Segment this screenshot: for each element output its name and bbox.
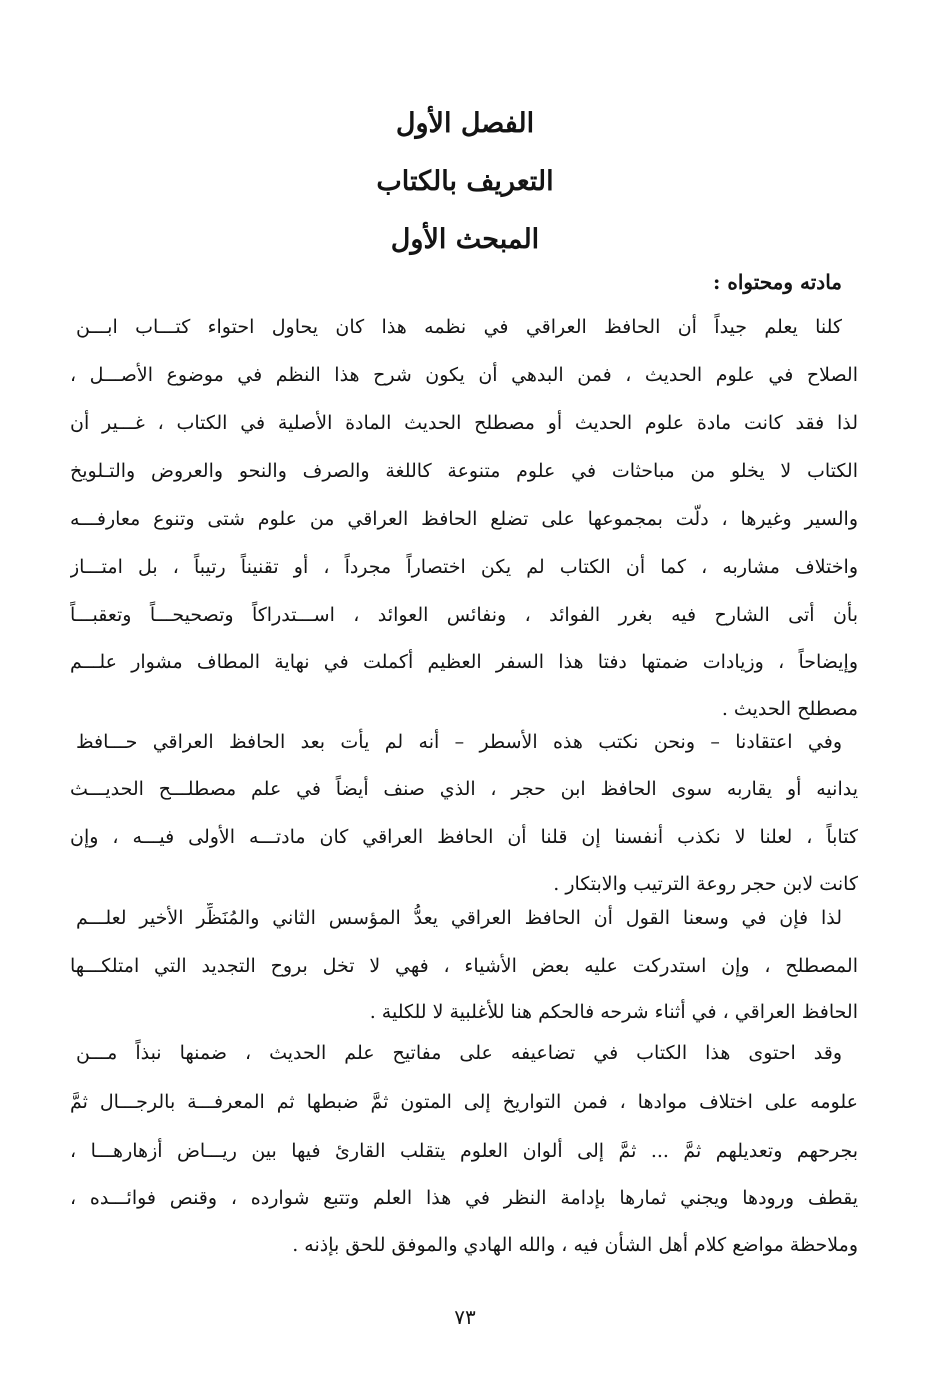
text-line: بجرحهم وتعديلهم ثمَّ ... ثمَّ إلى ألوان العلوم يتقلب القارئ فيها بين ريـــاض أزهارهـــا ، — [70, 1140, 858, 1162]
text-line: الحافظ العراقي ، في أثناء شرحه فالحكم هنا للأغلبية لا للكلية . — [369, 1001, 858, 1023]
text-line: وملاحظة مواضع كلام أهل الشأن فيه ، والله الهادي والموفق للحق بإذنه . — [292, 1234, 858, 1256]
text-line: مصطلح الحديث . — [721, 698, 858, 720]
text-line: كتاباً ، لعلنا لا نكذب أنفسنا إن قلنا أن الحافظ العراقي كان مادتـــه الأولى فيـــه ، وإن — [70, 826, 858, 848]
text-line: المصطلح ، وإن استدركت عليه بعض الأشياء ، فهي لا تخل بروح التجديد التي امتلكـــها — [70, 955, 858, 977]
text-line: وإيضاحاً ، وزيادات ضمتها دفتا هذا السفر العظيم أكملت في نهاية المطاف مشوار علـــم — [70, 651, 858, 673]
text-line: وقد احتوى هذا الكتاب في تضاعيفه على مفاتيح علم الحديث ، ضمنها نبذاً مـــن — [76, 1042, 842, 1064]
text-line: كانت لابن حجر روعة الترتيب والابتكار . — [553, 873, 858, 895]
text-line: وفي اعتقادنا – ونحن نكتب هذه الأسطر – أنه لم يأت بعد الحافظ العراقي حـــافظ — [76, 731, 842, 753]
text-line: لذا فإن في وسعنا القول أن الحافظ العراقي يعدُّ المؤسس الثاني والمُنَظِّر الأخير لعلـــم — [76, 907, 842, 929]
subheading: مادته ومحتواه : — [713, 270, 842, 294]
text-line: لذا فقد كانت مادة علوم الحديث أو مصطلح الحديث المادة الأصلية في الكتاب ، غـــير أن — [70, 412, 858, 434]
text-line: والسير وغيرها ، دلّت بمجموعها على تضلع الحافظ العراقي من علوم شتى وتنوع معارفـــه — [70, 508, 858, 530]
text-line: يدانيه أو يقاربه سوى الحافظ ابن حجر ، الذي صنف أيضاً في علم مصطلـــح الحديـــث — [70, 778, 858, 800]
text-line: كلنا يعلم جيداً أن الحافظ العراقي في نظمه هذا كان يحاول احتواء كتـــاب ابـــن — [76, 316, 842, 338]
text-line: يقطف ورودها ويجني ثمارها بإدامة النظر في هذا العلم وتتبع شوارده ، وقنص فوائـــده ، — [70, 1187, 858, 1209]
text-line: الصلاح في علوم الحديث ، فمن البدهي أن يكون شرح هذا النظم في موضوع الأصـــل ، — [70, 364, 858, 386]
section-heading: المبحث الأول — [390, 224, 540, 255]
chapter-title: التعريف بالكتاب — [376, 166, 554, 197]
text-line: الكتاب لا يخلو من مباحثات في علوم متنوعة كاللغة والصرف والنحو والعروض والتـلويخ — [70, 460, 858, 482]
chapter-heading: الفصل الأول — [395, 108, 535, 139]
text-line: علومه على اختلاف موادها ، فمن التواريخ إلى المتون ثمَّ ضبطها ثم المعرفـــة بالرجـــال ثمَّ — [70, 1091, 858, 1113]
page-number: ٧٣ — [454, 1305, 476, 1329]
text-line: واختلاف مشاربه ، كما أن الكتاب لم يكن اختصاراً مجرداً ، أو تقنيناً رتيباً ، بل امتـــاز — [70, 556, 858, 578]
text-line: بأن أتى الشارح فيه بغرر الفوائد ، ونفائس العوائد ، اســـتدراكاً وتصحيحـــاً وتعقبـــاً — [70, 604, 858, 626]
